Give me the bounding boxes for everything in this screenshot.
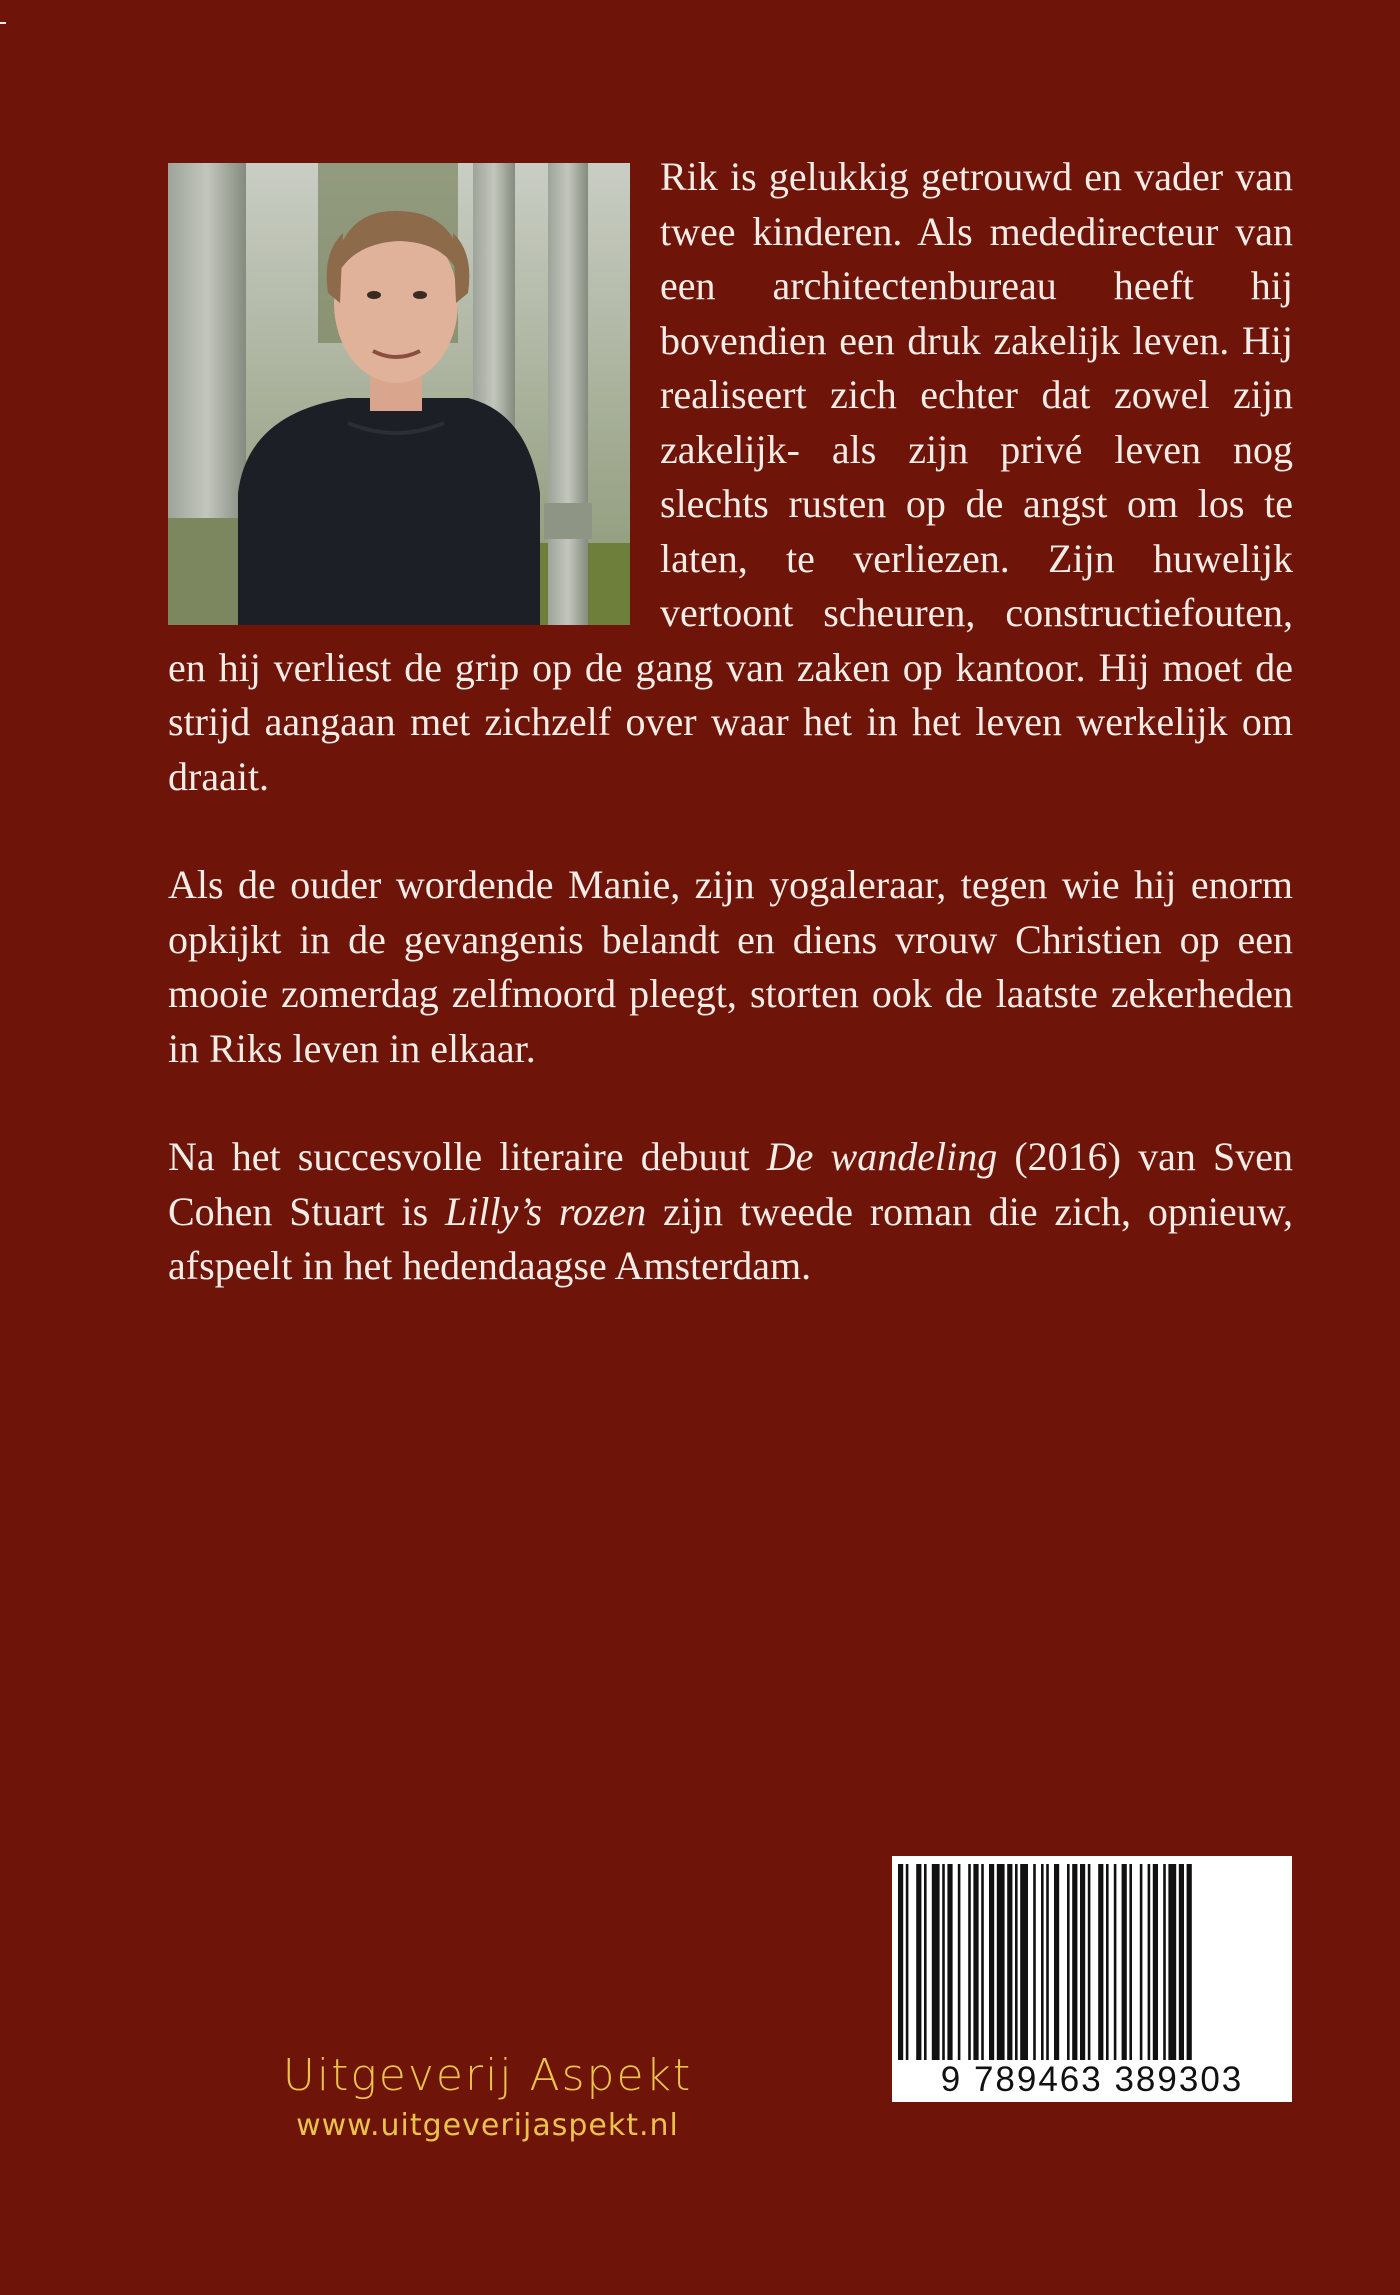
- publisher-url: www.uitgeverijaspekt.nl: [296, 2108, 679, 2143]
- barcode-bar: [898, 1864, 903, 2060]
- author-portrait-photo: [168, 163, 630, 625]
- barcode-bar: [1067, 1864, 1070, 2060]
- book-title-lillys-rozen: Lilly’s rozen: [445, 1188, 647, 1234]
- barcode-bar: [916, 1864, 921, 2060]
- barcode-bar: [1187, 1864, 1192, 2060]
- barcode-bar: [1148, 1864, 1151, 2060]
- barcode-bar: [1046, 1864, 1049, 2060]
- barcode-bar: [1106, 1864, 1109, 2060]
- blurb-paragraph-3-part2: (2016) van Sven Cohen Stuart is: [168, 1134, 1293, 1234]
- blurb-paragraph-3-part3: zijn tweede roman die zich, opnieuw, afspeelt in het hedendaagse Amsterdam.: [168, 1188, 1293, 1288]
- barcode-bar: [981, 1864, 984, 2060]
- barcode-bar: [924, 1864, 927, 2060]
- blurb-paragraph-3-part1: Na het succesvolle literaire debuut: [168, 1134, 767, 1179]
- blurb-paragraph-3: [168, 1130, 1293, 1294]
- barcode-bar: [958, 1864, 961, 2060]
- barcode-bar: [1163, 1864, 1166, 2060]
- publisher-block: [265, 2050, 710, 2146]
- barcode-bar: [1072, 1864, 1077, 2060]
- isbn-barcode: [892, 1856, 1292, 2102]
- back-cover-blurb: [168, 150, 1293, 1348]
- barcode-bar: [1033, 1864, 1036, 2060]
- barcode-bar: [906, 1864, 909, 2060]
- barcode-bar: [1015, 1864, 1018, 2060]
- publisher-name: Uitgeverij Aspekt: [282, 2050, 693, 2101]
- blurb-paragraph-2: Als de ouder wordende Manie, zijn yogaleraar, tegen wie hij enorm opkijkt in de gevangenis belandt en diens vrouw Christien op een mooie zomerdag zelfmoord pleegt, storten ook de laatste zekerheden in Riks leven in elkaar.: [168, 862, 1293, 1071]
- barcode-bar: [1080, 1864, 1085, 2060]
- barcode-bar: [1140, 1864, 1143, 2060]
- barcode-bar: [968, 1864, 971, 2060]
- barcode-bar: [932, 1864, 940, 2060]
- barcode-bar: [1122, 1864, 1127, 2060]
- barcode-bar: [1153, 1864, 1158, 2060]
- author-photo: [168, 163, 630, 625]
- barcode-bar: [1114, 1864, 1117, 2060]
- barcode-digits: 9 789463 389303: [940, 2060, 1244, 2099]
- barcode-bar: [942, 1864, 945, 2060]
- barcode-bar: [989, 1864, 994, 2060]
- blurb-paragraph-1: Rik is gelukkig getrouwd en vader van twee kinderen. Als mededirecteur van een architectenbureau heeft hij bovendien een druk zakelijk leven. Hij realiseert zich echter dat zowel zijn zakelijk- als zijn privé leven nog slechts rusten op de angst om los te laten, te verliezen. Zijn huwelijk vertoont scheuren, constructiefouten, en hij verliest de grip op de gang van zaken op kantoor. Hij moet de strijd aangaan met zichzelf over waar het in het leven werkelijk om draait.: [168, 154, 1293, 799]
- barcode-bar: [1020, 1864, 1028, 2060]
- barcode-bar: [1088, 1864, 1091, 2060]
- barcode-bar: [1168, 1864, 1176, 2060]
- barcode-bar: [1041, 1864, 1044, 2060]
- barcode-bar: [997, 1864, 1005, 2060]
- barcode-bar: [973, 1864, 978, 2060]
- barcode-bar: [947, 1864, 952, 2060]
- crop-mark: [0, 22, 6, 24]
- barcode-bar: [1054, 1864, 1059, 2060]
- barcode-bar: [1098, 1864, 1103, 2060]
- book-title-de-wandeling: De wandeling: [766, 1134, 998, 1179]
- barcode-bar: [1129, 1864, 1132, 2060]
- barcode-icon: [898, 1864, 1286, 2060]
- barcode-bar: [1179, 1864, 1184, 2060]
- barcode-bar: [1007, 1864, 1012, 2060]
